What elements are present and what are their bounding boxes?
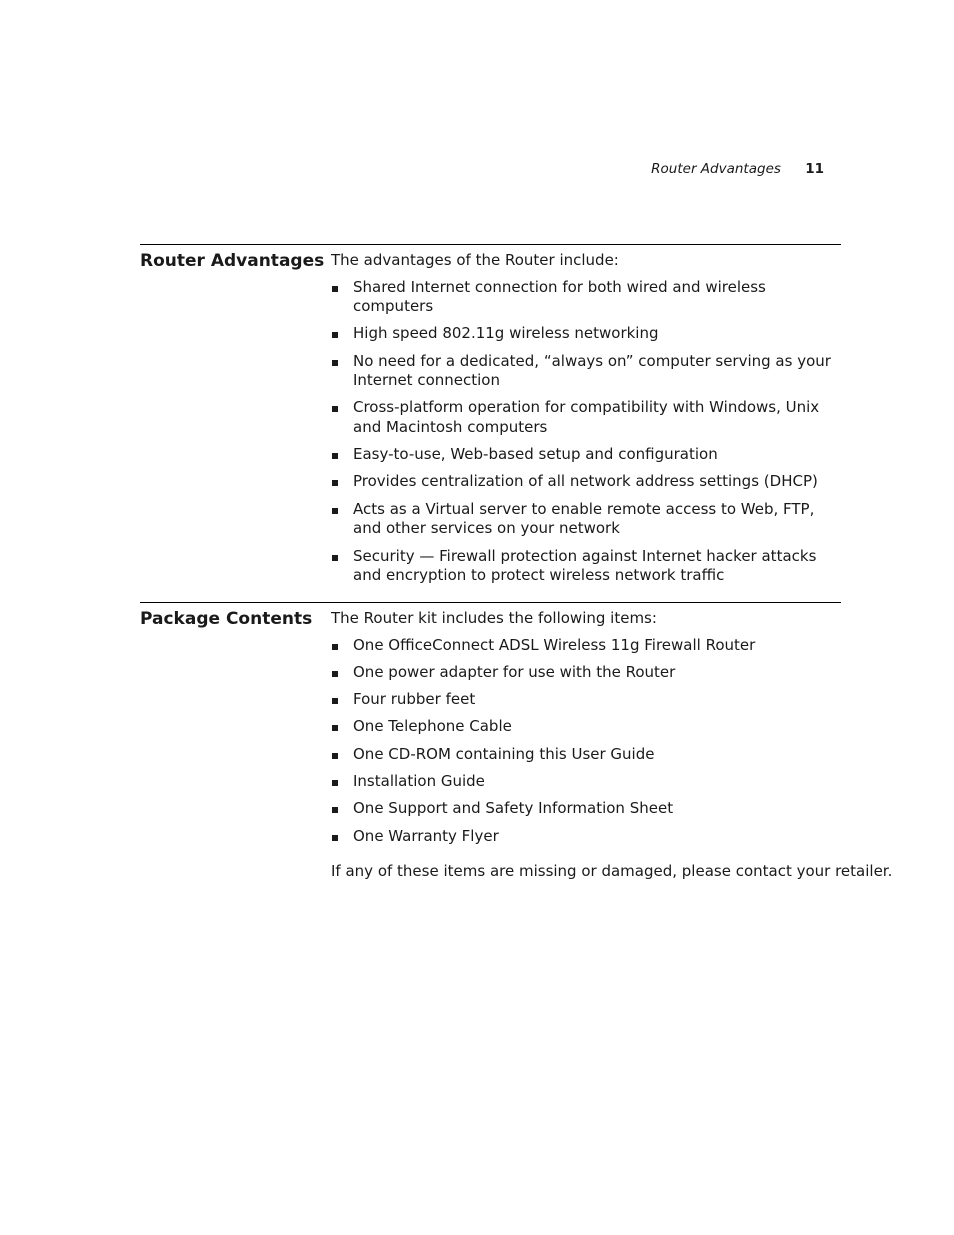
section-body	[331, 609, 893, 882]
list-item	[331, 500, 843, 539]
list-item	[331, 799, 843, 819]
page-number: 11	[805, 161, 824, 177]
square-bullet-icon	[332, 807, 338, 813]
square-bullet-icon	[332, 835, 338, 841]
list-item	[331, 772, 843, 792]
square-bullet-icon	[332, 508, 338, 514]
section-body	[331, 251, 843, 593]
section-title: Router Advantages	[140, 251, 325, 271]
list-item-text: One Warranty Flyer	[353, 826, 499, 845]
list-item-text: One OfficeConnect ADSL Wireless 11g Firewall Router	[353, 635, 756, 654]
contents-list	[331, 636, 843, 847]
list-item	[331, 472, 843, 492]
square-bullet-icon	[332, 406, 338, 412]
list-item-text: One Telephone Cable	[353, 717, 512, 736]
list-item	[331, 717, 843, 737]
list-item	[331, 827, 843, 847]
list-item	[331, 352, 843, 391]
square-bullet-icon	[332, 480, 338, 486]
list-item	[331, 445, 843, 465]
list-item-text: Provides centralization of all network address settings (DHCP)	[353, 472, 818, 491]
list-item-text: One power adapter for use with the Router	[353, 662, 676, 681]
list-item	[331, 745, 843, 765]
square-bullet-icon	[332, 753, 338, 759]
list-item-text: One Support and Safety Information Sheet	[353, 799, 674, 818]
list-item-text: Security — Firewall protection against Internet hacker attacks and encryption to protect wireless network traffic	[353, 546, 817, 585]
section-title: Package Contents	[140, 609, 313, 629]
square-bullet-icon	[332, 555, 338, 561]
list-item-text: Installation Guide	[353, 771, 485, 790]
section-router-advantages	[140, 244, 841, 585]
square-bullet-icon	[332, 725, 338, 731]
list-item-text: Four rubber feet	[353, 690, 476, 709]
section-package-contents	[140, 602, 893, 881]
list-item-text: Shared Internet connection for both wired and wireless computers	[353, 277, 766, 315]
square-bullet-icon	[332, 644, 338, 650]
list-item-text: No need for a dedicated, “always on” computer serving as your Internet connection	[353, 351, 831, 390]
square-bullet-icon	[332, 671, 338, 677]
running-header	[651, 159, 824, 179]
square-bullet-icon	[332, 780, 338, 786]
list-item	[331, 398, 843, 437]
list-item	[331, 324, 843, 344]
list-item-text: Cross-platform operation for compatibility with Windows, Unix and Macintosh computers	[353, 398, 820, 436]
closing-note: If any of these items are missing or damaged, please contact your retailer.	[331, 862, 893, 881]
list-item-text: High speed 802.11g wireless networking	[353, 324, 659, 343]
list-item	[331, 278, 843, 317]
list-item	[331, 636, 843, 656]
square-bullet-icon	[332, 453, 338, 459]
square-bullet-icon	[332, 360, 338, 366]
list-item-text: Acts as a Virtual server to enable remote access to Web, FTP, and other services on your network	[353, 499, 815, 538]
advantages-list	[331, 278, 843, 586]
section-intro: The Router kit includes the following items:	[331, 609, 657, 627]
list-item-text: One CD-ROM containing this User Guide	[353, 744, 655, 763]
square-bullet-icon	[332, 698, 338, 704]
square-bullet-icon	[332, 286, 338, 292]
list-item	[331, 663, 843, 683]
square-bullet-icon	[332, 332, 338, 338]
list-item	[331, 547, 843, 586]
running-header-title: Router Advantages	[651, 161, 781, 177]
list-item	[331, 690, 843, 710]
section-intro: The advantages of the Router include:	[331, 251, 619, 269]
list-item-text: Easy-to-use, Web-based setup and configuration	[353, 445, 718, 464]
